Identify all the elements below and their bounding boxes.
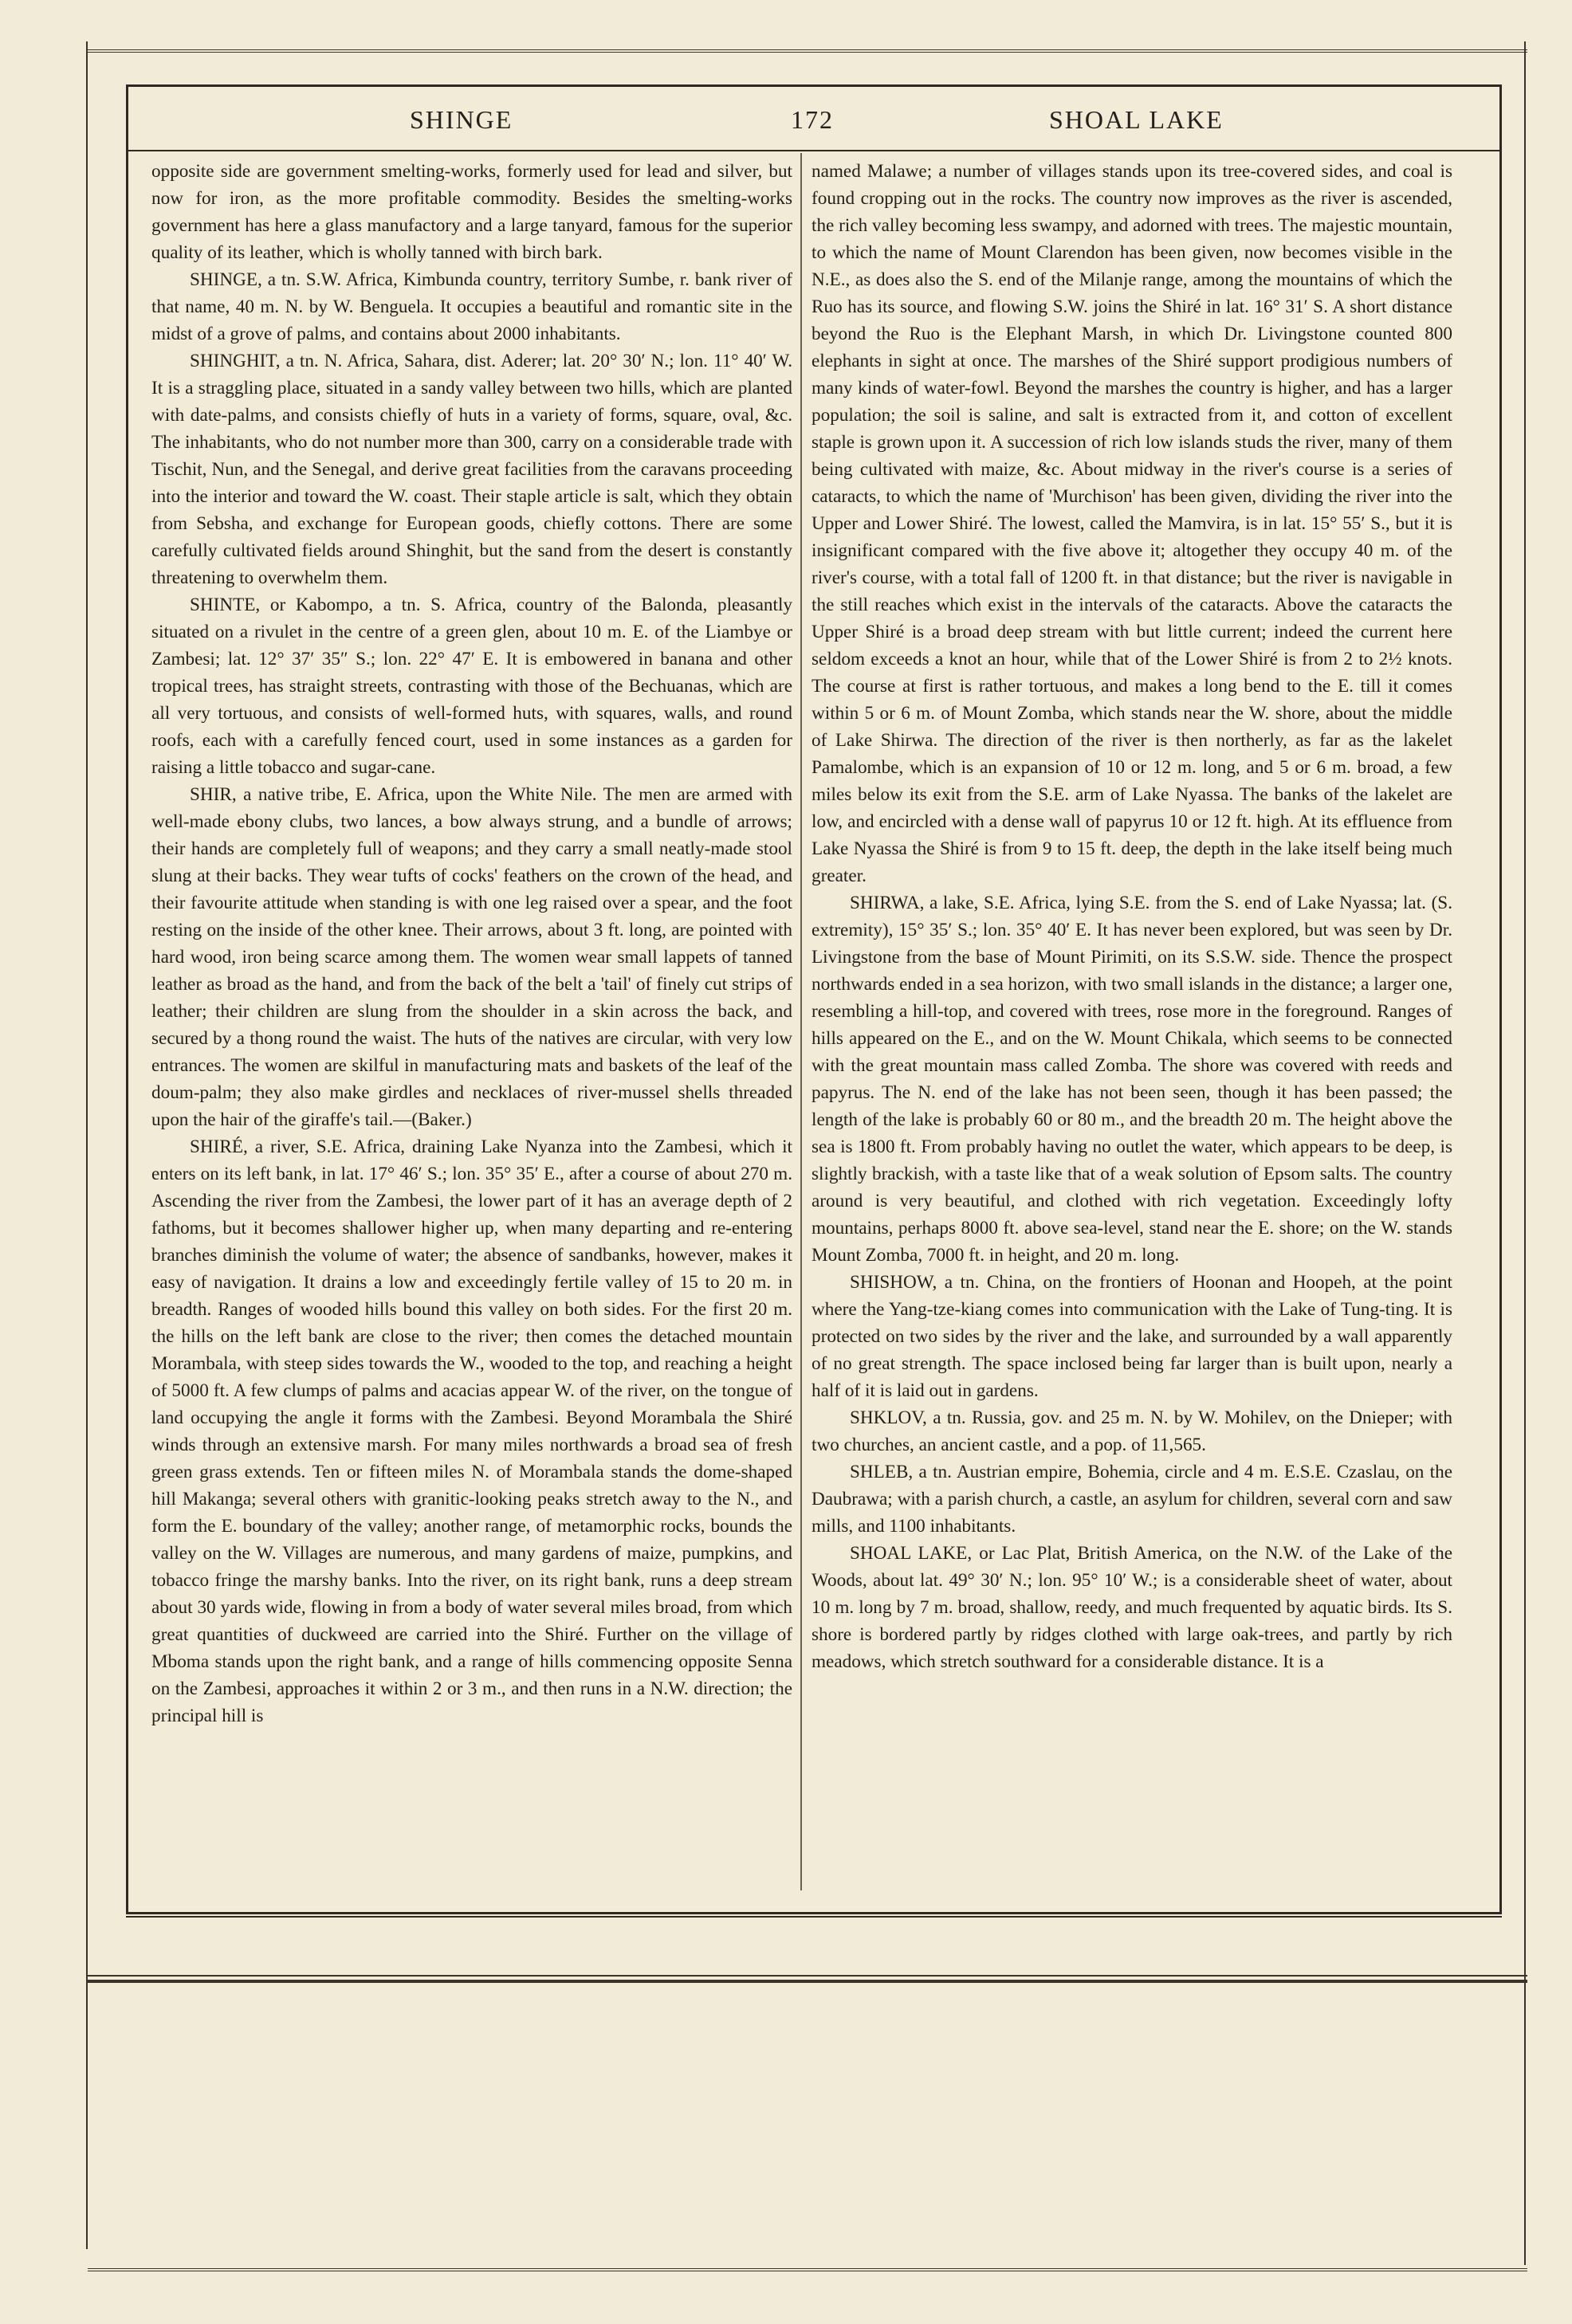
bottom-rule-thick bbox=[86, 1980, 1527, 1983]
entry-continuation: opposite side are government smelting-works, formerly used for lead and silver, but now for iron, as the more profitable commodity. Besides the smelting-works government has here a glass manufactory and a large tanyard, famous for the superior quality of its leather, which is wholly tanned with birch bark. bbox=[151, 161, 792, 263]
inner-bottom-rule bbox=[126, 1916, 1502, 1918]
entry-shire: SHIRÉ, a river, S.E. Africa, draining Lake Nyanza into the Zambesi, which it enters on its left bank, in lat. 17° 46′ S.; lon. 35° 35′ E., after a course of about 270 m. Ascending the river from the Zambesi, the lower part of it has an average depth of 2 fathoms, but it becomes shallower higher up, when many departing and re-entering branches diminish the volume of water; the absence of sandbanks, however, makes it easy of navigation. It drains a low and exceedingly fertile valley of 15 to 20 m. in breadth. Ranges of wooded hills bound this valley on both sides. For the first 20 m. the hills on the left bank are close to the river; then comes the detached mountain Morambala, with steep sides towards the W., wooded to the top, and reaching a height of 5000 ft. A few clumps of palms and acacias appear W. of the river, on the tongue of land occupying the angle it forms with the Zambesi. Beyond Morambala the Shiré winds through an extensive marsh. For many miles northwards a broad sea of fresh green grass extends. Ten or fifteen miles N. of Morambala stands the dome-shaped hill Makanga; several others with granitic-looking peaks stretch away to the N., and form the E. boundary of the valley; another range, of metamorphic rocks, bounds the valley on the W. Villages are numerous, and many gardens of maize, pumpkins, and tobacco fringe the marshy banks. Into the river, on its right bank, runs a deep stream about 30 yards wide, flowing in from a body of water several miles broad, from which great quantities of duckweed are carried into the Shiré. Further on the village of Mboma stands upon the right bank, and a range of hills commencing opposite Senna on the Zambesi, approaches it within 2 or 3 m., and then runs in a N.W. direction; the principal hill is bbox=[151, 1136, 792, 1726]
entry-shleb: SHLEB, a tn. Austrian empire, Bohemia, circle and 4 m. E.S.E. Czaslau, on the Daubrawa; with a parish church, a castle, an asylum for children, several corn and saw mills, and 1100 inhabitants. bbox=[812, 1462, 1452, 1537]
left-column bbox=[151, 158, 792, 1895]
column-divider bbox=[800, 153, 802, 1890]
entry-shinte: SHINTE, or Kabompo, a tn. S. Africa, country of the Balonda, pleasantly situated on a rivulet in the centre of a green glen, about 10 m. E. of the Liambye or Zambesi; lat. 12° 37′ 35″ S.; lon. 22° 47′ E. It is embowered in banana and other tropical trees, has straight streets, contrasting with those of the Bechuanas, which are all very tortuous, and consists of well-formed huts, with squares, walls, and round roofs, each with a carefully fenced court, used in some instances as a garden for raising a little tobacco and sugar-cane. bbox=[151, 595, 792, 778]
header-first-entry: SHINGE bbox=[410, 105, 513, 134]
entry-shoal-lake: SHOAL LAKE, or Lac Plat, British America, on the N.W. of the Lake of the Woods, about lat. 49° 30′ N.; lon. 95° 10′ W.; is a considerable sheet of water, about 10 m. long by 7 m. broad, shallow, reedy, and much frequented by aquatic birds. Its S. shore is bordered partly by ridges clothed with large oak-trees, and partly by rich meadows, which stretch southward for a considerable distance. It is a bbox=[812, 1543, 1452, 1672]
right-column bbox=[812, 158, 1452, 1895]
entry-shishow: SHISHOW, a tn. China, on the frontiers of Hoonan and Hoopeh, at the point where the Yang-tze-kiang comes into communication with the Lake of Tung-ting. It is protected on two sides by the river and the lake, and surrounded by a wall apparently of no great strength. The space inclosed being far larger than is built upon, nearly a half of it is laid out in gardens. bbox=[812, 1272, 1452, 1401]
page-number: 172 bbox=[791, 105, 834, 134]
entry-shklov: SHKLOV, a tn. Russia, gov. and 25 m. N. by W. Mohilev, on the Dnieper; with two churches, an ancient castle, and a pop. of 11,565. bbox=[812, 1407, 1452, 1455]
bottom-rule bbox=[86, 1975, 1527, 1977]
entry-shinghit: SHINGHIT, a tn. N. Africa, Sahara, dist. Aderer; lat. 20° 30′ N.; lon. 11° 40′ W. It is a straggling place, situated in a sandy valley between two hills, which are planted with date-palms, and consists chiefly of huts in a variety of forms, square, oval, &c. The inhabitants, who do not number more than 300, carry on a considerable trade with Tischit, Nun, and the Senegal, and derive great facilities from the caravans proceeding into the interior and toward the W. coast. Their staple article is salt, which they obtain from Sebsha, and exchange for European goods, chiefly cottons. There are some carefully cultivated fields around Shinghit, but the sand from the desert is constantly threatening to overwhelm them. bbox=[151, 351, 792, 588]
entry-shir: SHIR, a native tribe, E. Africa, upon the White Nile. The men are armed with well-made ebony clubs, two lances, a bow always strung, and a bundle of arrows; their hands are completely full of weapons; and they carry a small neatly-made stool slung at their backs. They wear tufts of cocks' feathers on the crown of the head, and their favourite attitude when standing is with one leg raised over a spear, and the foot resting on the inside of the other knee. Their arrows, about 3 ft. long, are pointed with hard wood, iron being scarce among them. The women wear small lappets of tanned leather as broad as the hand, and from the back of the belt a 'tail' of finely cut strips of leather; their children are slung from the shoulder in a skin across the back, and secured by a thong round the waist. The huts of the natives are circular, with very low entrances. The women are skilful in manufacturing mats and baskets of the leaf of the doum-palm; they also make girdles and necklaces of river-mussel shells threaded upon the hair of the giraffe's tail.—(Baker.) bbox=[151, 784, 792, 1130]
entry-shirwa: SHIRWA, a lake, S.E. Africa, lying S.E. from the S. end of Lake Nyassa; lat. (S. extremity), 15° 35′ S.; lon. 35° 40′ E. It has never been explored, but was seen by Dr. Livingstone from the base of Mount Pirimiti, on its S.S.W. side. Thence the prospect northwards ended in a sea horizon, with two small islands in the distance; a larger one, resembling a hill-top, and covered with trees, rose more in the foreground. Ranges of hills appeared on the E., and on the W. Mount Chikala, which seems to be connected with the great mountain mass called Zomba. The shore was covered with reeds and papyrus. The N. end of the lake has not been seen, though it has been passed; the length of the lake is probably 60 or 80 m., and the breadth 20 m. The height above the sea is 1800 ft. From probably having no outlet the water, which appears to be deep, is slightly brackish, with a taste like that of a weak solution of Epsom salts. The country around is very beautiful, and clothed with rich vegetation. Exceedingly lofty mountains, perhaps 8000 ft. above sea-level, stand near the E. shore; on the W. stands Mount Zomba, 7000 ft. in height, and 20 m. long. bbox=[812, 893, 1452, 1266]
entry-shire-continued: named Malawe; a number of villages stands upon its tree-covered sides, and coal is found cropping out in the rocks. The country now improves as the river is ascended, the rich valley becoming less swampy, and adorned with trees. The majestic mountain, to which the name of Mount Clarendon has been given, now becomes visible in the N.E., as does also the S. end of the Milanje range, among the mountains of which the Ruo has its source, and flowing S.W. joins the Shiré in lat. 16° 31′ S. A short distance beyond the Ruo is the Elephant Marsh, in which Dr. Livingstone counted 800 elephants in sight at once. The marshes of the Shiré support prodigious numbers of many kinds of water-fowl. Beyond the marshes the country is higher, and has a larger population; the soil is saline, and salt is extracted from it, and cotton of excellent staple is grown upon it. A succession of rich low islands studs the river, many of them being cultivated with maize, &c. About midway in the river's course is a series of cataracts, to which the name of 'Murchison' has been given, dividing the river into the Upper and Lower Shiré. The lowest, called the Mamvira, is in lat. 15° 55′ S., but it is insignificant compared with the five above it; altogether they occupy 40 m. of the river's course, with a total fall of 1200 ft. in that distance; but the river is navigable in the still reaches which exist in the intervals of the cataracts. Above the cataracts the Upper Shiré is a broad deep stream with but little current; indeed the current here seldom exceeds a knot an hour, while that of the Lower Shiré is from 2 to 2½ knots. The course at first is rather tortuous, and makes a long bend to the E. till it comes within 5 or 6 m. of Mount Zomba, which stands near the W. shore, about the middle of Lake Shirwa. The direction of the river is then northerly, as far as the lakelet Pamalombe, which is an expansion of 10 or 12 m. long, and 5 or 6 m. broad, a few miles below its exit from the S.E. arm of Lake Nyassa. The banks of the lakelet are low, and encircled with a dense wall of papyrus 10 or 12 ft. high. At its effluence from Lake Nyassa the Shiré is from 9 to 15 ft. deep, the depth in the lake itself being much greater. bbox=[812, 161, 1452, 886]
header-rule bbox=[126, 150, 1502, 151]
running-header bbox=[126, 102, 1497, 142]
header-last-entry: SHOAL LAKE bbox=[1049, 105, 1224, 134]
entry-shinge: SHINGE, a tn. S.W. Africa, Kimbunda country, territory Sumbe, r. bank river of that name, 40 m. N. by W. Benguela. It occupies a beautiful and romantic site in the midst of a grove of palms, and contains about 2000 inhabitants. bbox=[151, 269, 792, 344]
